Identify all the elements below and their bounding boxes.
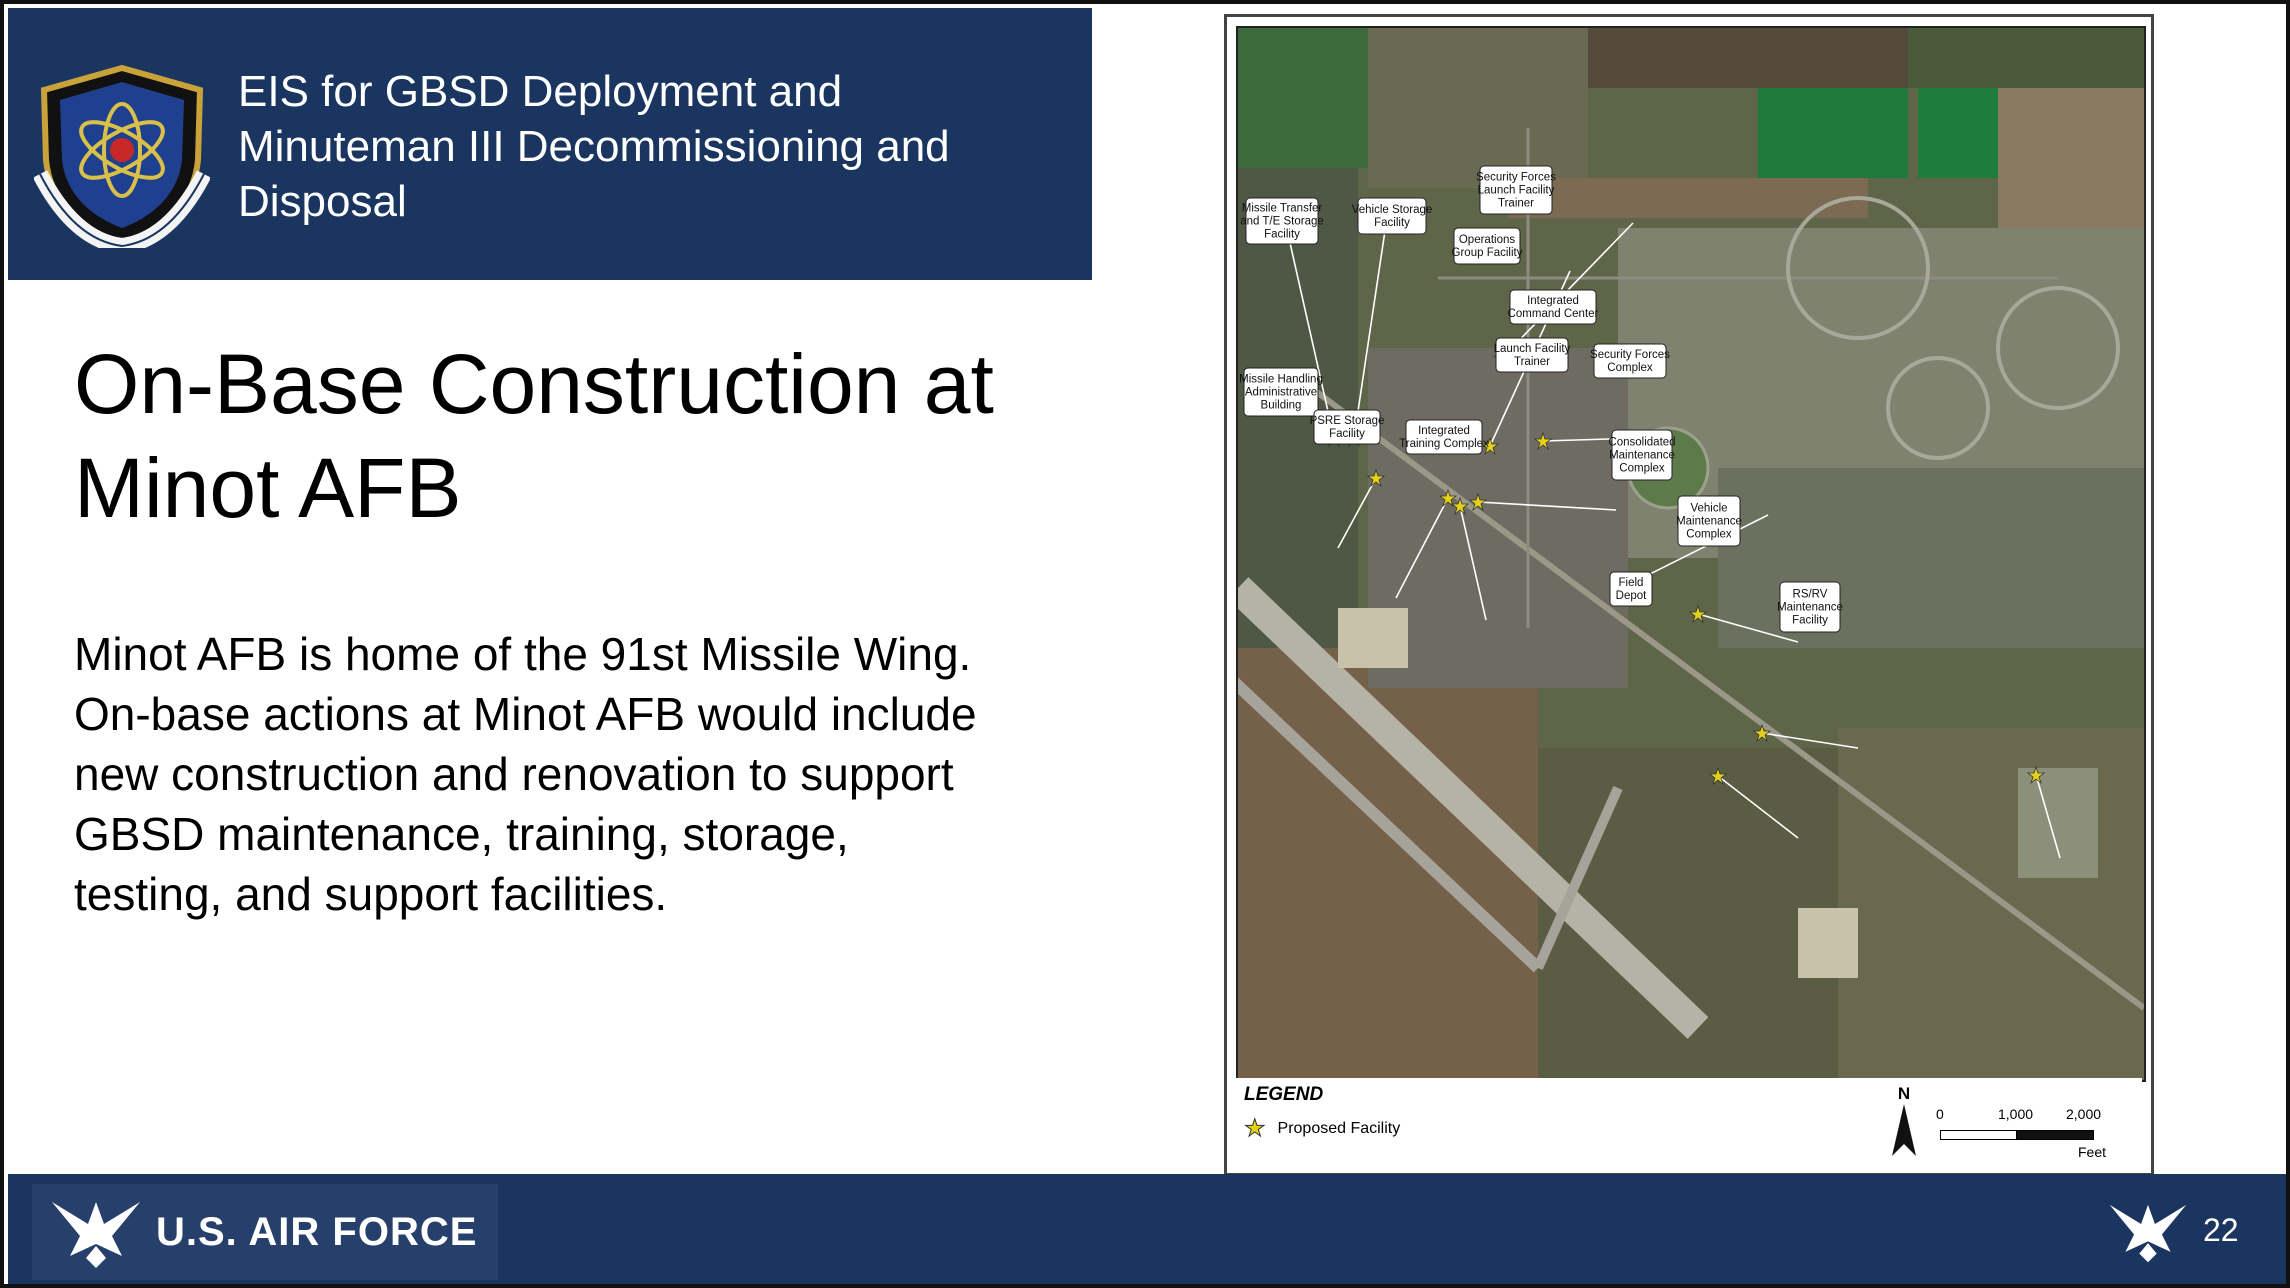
callout-label: Training Complex [1399,438,1489,450]
callout-label: Trainer [1498,197,1534,210]
callout-label: Trainer [1514,356,1550,368]
callout-label: Administrative [1244,386,1318,399]
callout-label: Missile Transfer [1241,202,1323,215]
callout-label: PSRE Storage [1309,415,1385,427]
callout-label: Launch Facility [1493,343,1571,355]
callout-label: Complex [1607,362,1653,374]
map-legend [1236,1078,2142,1168]
page-number: 22 [2203,1212,2239,1248]
scale-unit: Feet [2078,1144,2107,1160]
air-force-brand-text: U.S. AIR FORCE [156,1209,478,1254]
callout-label: Integrated [1418,425,1470,437]
slide-body-text: Minot AFB is home of the 91st Missile Wing. On-base actions at Minot AFB would include new construction and renovation to support GBSD maintenance, training, storage, testing, and support facilities. [74,628,977,920]
callout-label: Maintenance [1609,449,1675,462]
afnwc-emblem-icon [34,64,210,248]
callout-label: Field [1618,577,1644,589]
header-title: EIS for GBSD Deployment and Minuteman III Decommissioning and Disposal [238,67,950,226]
aerial-map [1236,26,2146,1082]
callout-label: Consolidated [1608,436,1676,449]
callout-label: Group Facility [1451,247,1523,259]
north-label: N [1897,1084,1911,1103]
callout-label: Complex [1619,462,1665,475]
scale-segment-dark [2016,1130,2094,1140]
callout-5 [1494,338,1571,372]
scale-segment-light [1940,1130,2018,1140]
air-force-symbol-icon [2108,1196,2188,1266]
callout-9 [1399,420,1489,454]
scale-label-0: 0 [1936,1106,1944,1122]
callout-1 [1352,198,1433,234]
callout-3 [1452,228,1523,264]
north-arrow-icon [1892,1104,1916,1160]
north-arrow [1886,1084,1922,1160]
air-force-wing-icon [50,1194,142,1270]
callout-13 [1777,582,1843,632]
callout-label: Facility [1374,217,1410,229]
callout-label: Maintenance [1777,601,1843,614]
callout-6 [1590,344,1670,378]
callout-label: Command Center [1507,308,1599,320]
callout-label: Integrated [1527,295,1579,307]
callout-label: Facility [1264,228,1300,241]
header-banner [8,8,1092,280]
star-icon: ★ [1244,1115,1266,1142]
callout-label: and T/E Storage [1240,215,1324,228]
callout-label: Complex [1686,528,1732,541]
footer-bar [8,1174,2290,1288]
callout-label: Missile Handling [1239,373,1323,386]
callout-label: RS/RV [1792,588,1828,601]
callout-7 [1239,368,1323,416]
aerial-map-image [1238,28,2144,1080]
callout-4 [1508,290,1599,324]
air-force-logo [32,1184,498,1280]
callout-label: Building [1260,399,1302,412]
callout-2 [1476,166,1556,214]
callout-label: Operations [1458,234,1516,246]
scale-label-2000: 2,000 [2066,1106,2102,1122]
callout-label: Security Forces [1476,171,1556,184]
callout-label: Maintenance [1676,515,1742,528]
slide-title: On-Base Construction at Minot AFB [74,337,994,535]
callout-0 [1240,198,1324,244]
callout-8 [1310,410,1385,444]
legend-item-proposed-facility [1244,1114,1400,1143]
callout-label: Facility [1792,614,1828,627]
callout-12 [1610,572,1652,606]
callout-label: Facility [1329,428,1365,440]
legend-item-label: Proposed Facility [1277,1119,1401,1137]
callout-label: Security Forces [1590,349,1670,361]
callout-10 [1608,430,1675,480]
scale-bar [1936,1106,2116,1160]
callout-label: Vehicle [1690,502,1728,515]
scale-label-1000: 1,000 [1998,1106,2034,1122]
callout-label: Vehicle Storage [1351,204,1433,216]
callout-label: Launch Facility [1477,184,1555,197]
callout-11 [1676,496,1742,546]
callout-label: Depot [1615,590,1647,602]
legend-title: LEGEND [1244,1084,1324,1105]
